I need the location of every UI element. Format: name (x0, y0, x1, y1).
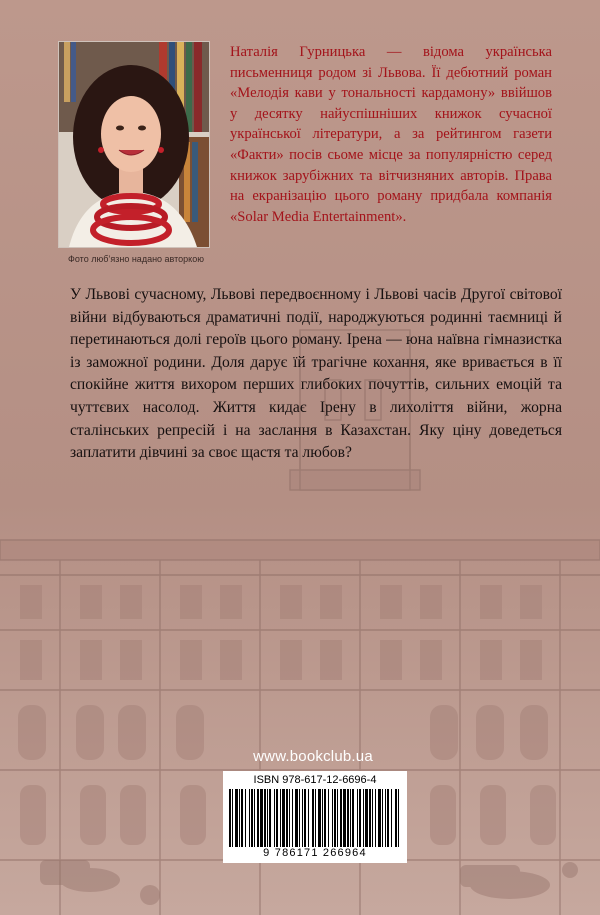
barcode-bar (363, 789, 364, 847)
barcode-bar (289, 789, 290, 847)
barcode-bar (292, 789, 293, 847)
barcode-bar (328, 789, 329, 847)
barcode-bar (332, 789, 333, 847)
barcode-bar (280, 789, 281, 847)
barcode-bar (245, 789, 246, 847)
barcode-bar (264, 789, 266, 847)
author-portrait-illustration (59, 42, 209, 247)
barcode-bar (239, 789, 240, 847)
barcode-block (223, 771, 407, 863)
barcode-bar (257, 789, 259, 847)
book-synopsis: У Львові сучасному, Львові передвоєнному і Львові часів Другої світової війни відбуваються драматичні події, народжуються родинні таємниці й перетинаються долі героїв цього роману. Ірена — юна наївна гімназистка із заможної родини. Доля дарує їй трагічне кохання, яке вривається в її спокійне життя вихором перших глибоких почуттів, сильних емоцій та чуттєвих насолод. Життя кидає Ірену в лихоліття війни, жорна сталінських репресій і на заслання в Казахстан. Яку ціну доведеться заплатити дівчині за своє щастя та любов? (70, 286, 562, 462)
barcode-bar (359, 789, 361, 847)
barcode-bar (274, 789, 275, 847)
barcode-bar (337, 789, 338, 847)
barcode-bar (249, 789, 250, 847)
barcode-bar (369, 789, 371, 847)
barcode-bar (269, 789, 271, 847)
barcode-bar (318, 789, 321, 847)
barcode-bar (340, 789, 342, 847)
barcode-bar (308, 789, 309, 847)
barcode-bar (347, 789, 349, 847)
photo-credit: Фото люб’язно надано авторкою (68, 254, 204, 264)
barcode-bar (398, 789, 399, 847)
barcode-bar (251, 789, 253, 847)
barcode-bar (387, 789, 389, 847)
barcode-bar (232, 789, 233, 847)
barcode-digits: 9 786171 266964 (263, 847, 367, 859)
barcode-bar (267, 789, 268, 847)
barcode-bar (343, 789, 346, 847)
barcode-bar (295, 789, 298, 847)
barcode-bar (391, 789, 392, 847)
barcode-bar (324, 789, 326, 847)
barcode-bar (260, 789, 263, 847)
barcode-bar (235, 789, 238, 847)
barcode-bar (241, 789, 243, 847)
barcode-bar (229, 789, 231, 847)
barcode-bar (302, 789, 303, 847)
barcode-bar (315, 789, 316, 847)
barcode-bar (254, 789, 255, 847)
barcode-bar (382, 789, 383, 847)
barcode-bar (312, 789, 314, 847)
barcode-bar (385, 789, 386, 847)
barcode-bar (378, 789, 381, 847)
author-bio: Наталія Гурницька — відома українська письменниця родом зі Львова. Її дебютний роман «Мелодія кави у тональності кардамону» ввійшов у десятку найуспішніших книжок сучасної української літератури, а за рейтингом газети «Факти» посів сьоме місце за популярністю серед книжок зарубіжних та вітчизняних авторів. Права на екранізацію цього роману придбала компанія «Solar Media Entertainment». (230, 44, 552, 225)
barcode-bar (352, 789, 354, 847)
barcode-bar (375, 789, 376, 847)
barcode-bar (299, 789, 300, 847)
barcode-bar (286, 789, 288, 847)
barcode-bar (357, 789, 358, 847)
author-photo (59, 42, 209, 247)
barcode-bar (334, 789, 336, 847)
barcode-icon (229, 789, 401, 847)
barcode-bar (365, 789, 368, 847)
barcode-bar (372, 789, 373, 847)
barcode-bar (304, 789, 306, 847)
isbn-number: ISBN 978-617-12-6696-4 (253, 774, 377, 786)
barcode-bar (350, 789, 351, 847)
barcode-bar (282, 789, 285, 847)
barcode-bar (395, 789, 397, 847)
barcode-bar (322, 789, 323, 847)
publisher-website: www.bookclub.ua (253, 748, 373, 765)
barcode-bar (276, 789, 278, 847)
